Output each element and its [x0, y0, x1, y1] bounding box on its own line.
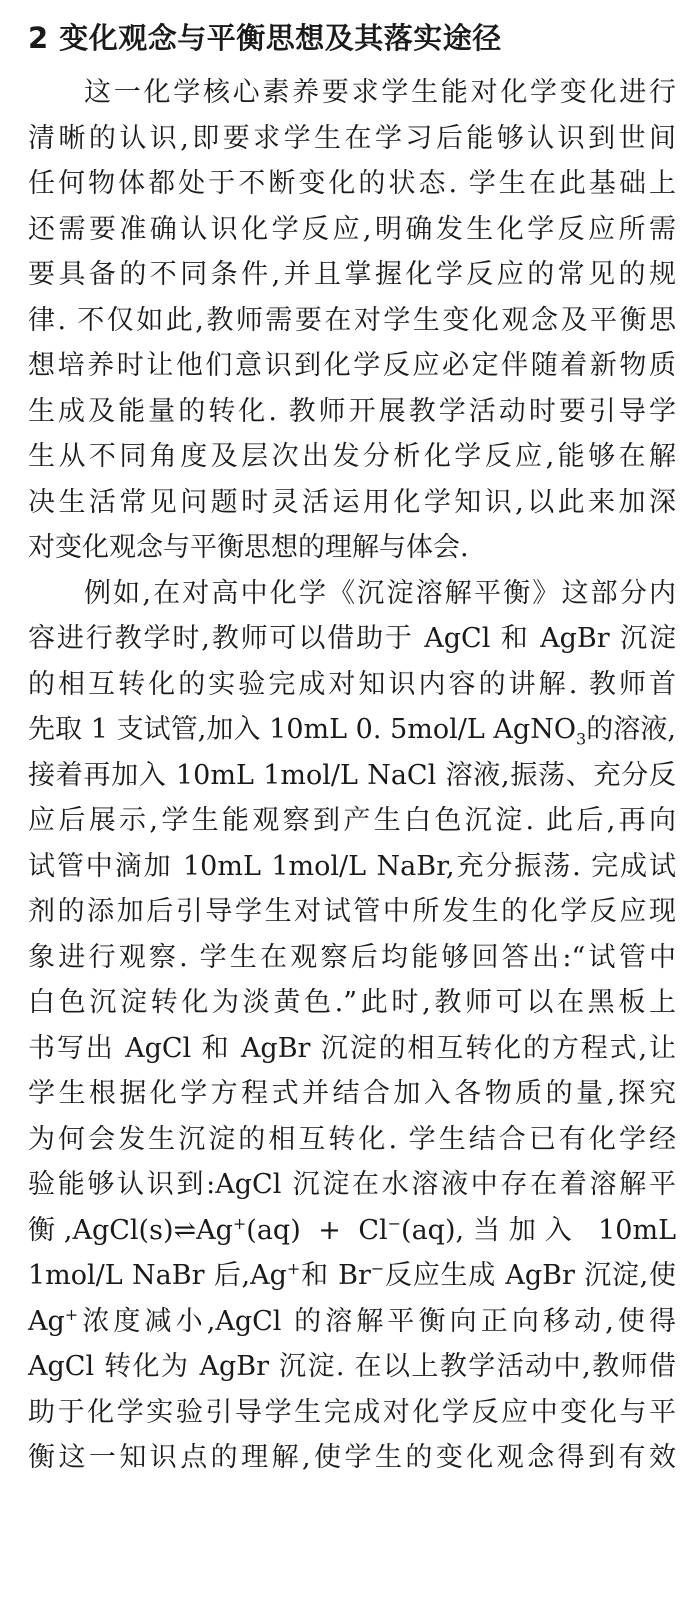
text-line-formula	[28, 707, 676, 753]
section-number: 2	[28, 21, 49, 55]
paragraph-1	[28, 70, 676, 571]
text-line: 要具备的不同条件,并且掌握化学反应的常见的规	[28, 259, 676, 290]
text-segment: (aq),当加入 10mL	[401, 1214, 676, 1246]
text-line: 验能够认识到:AgCl 沉淀在水溶液中存在着溶解平	[28, 1169, 676, 1200]
text-line: 学生根据化学方程式并结合加入各物质的量,探究	[28, 1078, 676, 1109]
text-segment: (aq) + Cl	[246, 1214, 388, 1246]
text-line-ions	[28, 1253, 676, 1299]
text-line: 为何会发生沉淀的相互转化. 学生结合已有化学经	[28, 1123, 676, 1155]
text-line: 对变化观念与平衡思想的理解与体会.	[28, 532, 469, 563]
text-line: 律. 不仅如此,教师需要在对学生变化观念及平衡思	[28, 304, 676, 336]
text-line: 接着再加入 10mL 1mol/L NaCl 溶液,振荡、充分反	[28, 759, 676, 791]
text-line: 这一化学核心素养要求学生能对化学变化进行	[84, 77, 676, 108]
text-segment: 衡,AgCl(s)⇌Ag	[28, 1214, 233, 1246]
text-line: 任何物体都处于不断变化的状态. 学生在此基础上	[28, 168, 676, 199]
text-line: 衡这一知识点的理解,使学生的变化观念得到有效	[28, 1442, 676, 1473]
text-line: 例如,在对高中化学《沉淀溶解平衡》这部分内	[84, 577, 676, 609]
document-page	[28, 18, 676, 1481]
text-line: 想培养时让他们意识到化学反应必定伴随着新物质	[28, 350, 676, 381]
text-line-equation	[28, 1208, 676, 1254]
text-line: 决生活常见问题时灵活运用化学知识,以此来加深	[28, 486, 676, 518]
text-segment: 1mol/L NaBr 后,Ag	[28, 1260, 287, 1291]
subscript: 3	[575, 729, 587, 749]
text-line: 白色沉淀转化为淡黄色.”此时,教师可以在黑板上	[28, 987, 676, 1018]
text-segment: 和 Br	[300, 1260, 371, 1291]
text-segment: 浓度减小,AgCl 的溶解平衡向正向移动,使得	[78, 1305, 676, 1337]
section-heading	[28, 18, 676, 58]
text-line: 清晰的认识,即要求学生在学习后能够认识到世间	[28, 122, 676, 154]
text-line: 应后展示,学生能观察到产生白色沉淀. 此后,再向	[28, 805, 676, 836]
section-title: 变化观念与平衡思想及其落实途径	[59, 21, 502, 55]
text-line: 还需要准确认识化学反应,明确发生化学反应所需	[28, 213, 676, 245]
text-line: 容进行教学时,教师可以借助于 AgCl 和 AgBr 沉淀	[28, 623, 676, 654]
text-line: 生成及能量的转化. 教师开展教学活动时要引导学	[28, 395, 676, 427]
text-line: AgCl 转化为 AgBr 沉淀. 在以上教学活动中,教师借	[28, 1351, 676, 1382]
text-segment: 反应生成 AgBr 沉淀,使	[384, 1260, 676, 1291]
text-line: 剂的添加后引导学生对试管中所发生的化学反应现	[28, 896, 676, 927]
text-line: 生从不同角度及层次出发分析化学反应,能够在解	[28, 441, 676, 472]
text-line: 象进行观察. 学生在观察后均能够回答出:“试管中	[28, 941, 676, 973]
text-line-ions	[28, 1299, 676, 1345]
superscript: +	[232, 1213, 247, 1233]
text-segment: 先取 1 支试管,加入 10mL 0. 5mol/L AgNO	[28, 714, 576, 745]
paragraph-2	[28, 571, 676, 1481]
text-line: 的相互转化的实验完成对知识内容的讲解. 教师首	[28, 668, 676, 700]
text-segment: Ag	[28, 1305, 65, 1337]
superscript: −	[387, 1213, 402, 1233]
superscript: +	[286, 1259, 301, 1278]
text-segment: 的溶液,	[586, 714, 676, 745]
text-line: 书写出 AgCl 和 AgBr 沉淀的相互转化的方程式,让	[28, 1032, 676, 1064]
superscript: +	[64, 1304, 79, 1324]
text-line: 试管中滴加 10mL 1mol/L NaBr,充分振荡. 完成试	[28, 850, 676, 882]
text-line: 助于化学实验引导学生完成对化学反应中变化与平	[28, 1396, 676, 1428]
superscript: −	[370, 1259, 385, 1278]
